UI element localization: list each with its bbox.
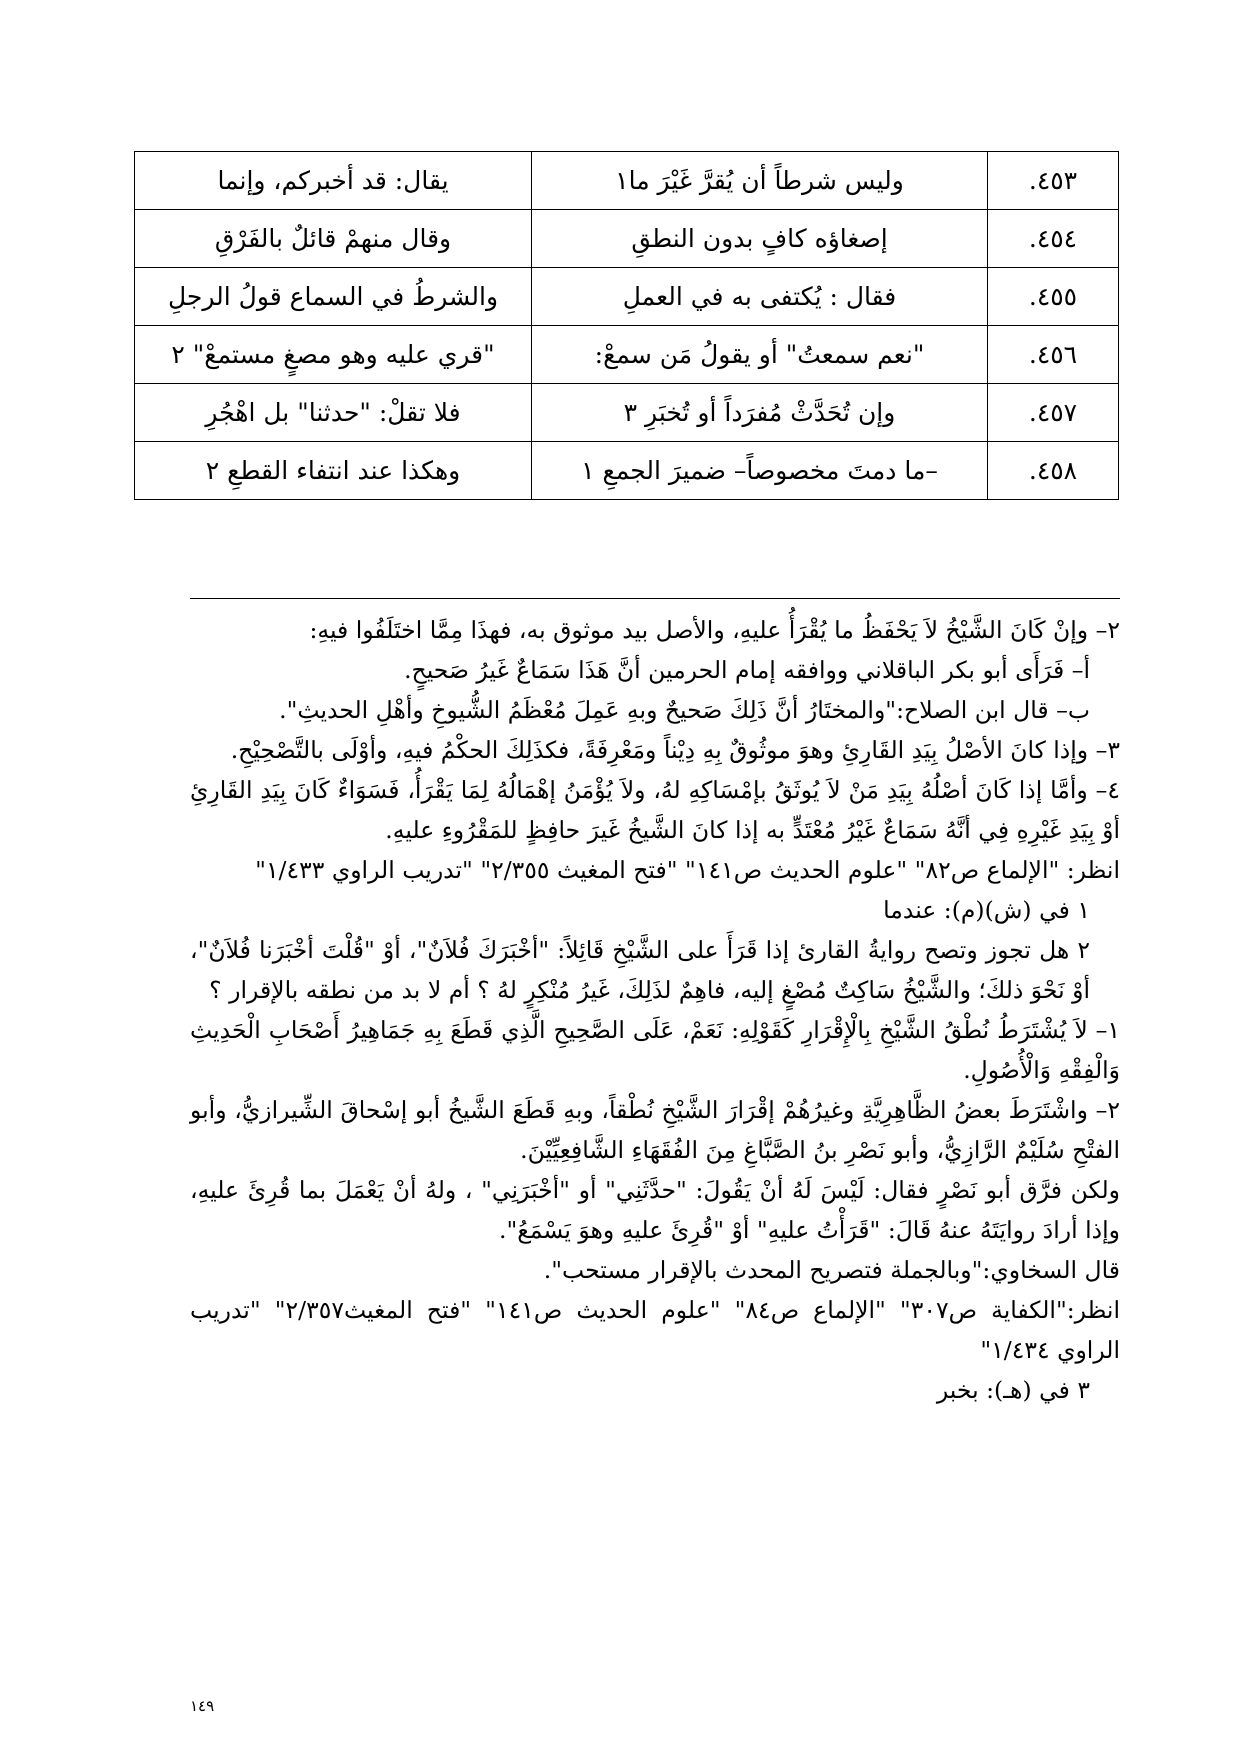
footnote-paragraph: ولكن فرَّق أبو نَصْرٍ فقال: لَيْسَ لَهُ أنْ يَقُولَ: "حدَّثَنِي" أو "أخْبَرَنِي" ، ولهُ أنْ يَعْمَلَ بما قُرِئَ عليهِ، وإذا أرادَ روايَتَهُ عنهُ قَالَ: "قَرَأْتُ عليهِ" أوْ "قُرِئَ عليهِ وهوَ يَسْمَعُ". [190, 1176, 1120, 1244]
verse-second-hemistich: وهكذا عند انتفاء القطعِ ٢ [135, 442, 532, 500]
footnote-paragraph: ٢ هل تجوز وتصح روايةُ القارئ إذا قَرَأَ على الشَّيْخِ قَائِلاً: "أخْبَرَكَ فُلاَنٌ"، أوْ "قُلْتَ أخْبَرَنا فُلاَنٌ"، أوْ نَحْوَ ذلكَ؛ والشَّيْخُ سَاكِتٌ مُصْغٍ إليه، فاهِمٌ لذَلِكَ، غَيرُ مُنْكِرٍ لهُ ؟ أم لا بد من نطقه بالإقرار ؟ [190, 936, 1090, 1004]
verse-first-hemistich: إصغاؤه كافٍ بدون النطقِ [532, 210, 988, 268]
verse-table [134, 151, 1119, 500]
verse-number: ٤٥٨. [988, 442, 1119, 500]
footnote-paragraph: ٤– وأمَّا إذا كَانَ أصْلُهُ بِيَدِ مَنْ لاَ يُوثَقُ بإمْسَاكِهِ لهُ، ولاَ يُؤْمَنُ إهْمَالُهُ لِمَا يَقْرَأُ، فَسَوَاءٌ كَانَ بِيَدِ القَارِئِ أوْ بِيَدِ غَيْرِهِ فِي أنَّهُ سَمَاعٌ غَيْرُ مُعْتَدٍّ به إذا كانَ الشَّيخُ غَيرَ حافِظٍ للمَقْرُوءِ عليهِ. [190, 776, 1120, 844]
verse-number: ٤٥٣. [988, 152, 1119, 210]
page-number: ١٤٩ [190, 1697, 215, 1715]
verse-first-hemistich: "نعم سمعتُ" أو يقولُ مَن سمعْ: [532, 326, 988, 384]
verse-number: ٤٥٤. [988, 210, 1119, 268]
verse-row [135, 210, 1119, 268]
footnote-paragraph: ب– قال ابن الصلاح:"والمختَارُ أنَّ ذَلِكَ صَحيحٌ وبهِ عَمِلَ مُعْظَمُ الشُّيوخِ وأهْلِ الحديثِ". [279, 696, 1090, 724]
verse-first-hemistich: وليس شرطاً أن يُقرَّ غَيْرَ ما١ [532, 152, 988, 210]
verse-number: ٤٥٥. [988, 268, 1119, 326]
footnote-paragraph: ٢– واشْتَرَطَ بعضُ الظَّاهِرِيَّةِ وغيرُهُمْ إقْرَارَ الشَّيْخِ نُطْقاً، وبهِ قَطَعَ الشَّيخُ أبو إسْحاقَ الشِّيرازيُّ، وأبو الفتْحِ سُلَيْمٌ الرَّازِيُّ، وأبو نَصْرِ بنُ الصَّبَّاغِ مِنَ الفُقَهَاءِ الشَّافِعِيِّيْنَ. [190, 1096, 1120, 1164]
verse-second-hemistich: وقال منهمْ قائلٌ بالفَرْقِ [135, 210, 532, 268]
verse-row [135, 152, 1119, 210]
verse-number: ٤٥٦. [988, 326, 1119, 384]
footnote-paragraph: قال السخاوي:"وبالجملة فتصريح المحدث بالإقرار مستحب". [543, 1256, 1120, 1284]
verse-row [135, 442, 1119, 500]
verse-table-body [135, 152, 1119, 500]
footnote-divider [190, 598, 1120, 599]
footnote-paragraph: أ– فَرَأَى أبو بكر الباقلاني ووافقه إمام الحرمين أنَّ هَذَا سَمَاعٌ غَيرُ صَحيحٍ. [404, 656, 1090, 684]
verse-second-hemistich: "قري عليه وهو مصغٍ مستمعْ" ٢ [135, 326, 532, 384]
footnote-paragraph: انظر:"الكفاية ص٣٠٧" "الإلماع ص٨٤" "علوم الحديث ص١٤١" "فتح المغيث٢/٣٥٧" "تدريب الراوي ١/٤٣٤" [190, 1296, 1120, 1364]
verse-first-hemistich: –ما دمتَ مخصوصاً– ضميرَ الجمعِ ١ [532, 442, 988, 500]
footnote-paragraph: ٣– وإذا كانَ الأصْلُ بِيَدِ القَارِئِ وهوَ موثُوقٌ بِهِ دِيْناً ومَعْرِفَةً، فكذَلِكَ الحكْمُ فيهِ، وأوْلَى بالتَّصْحِيْحِ. [230, 736, 1120, 764]
footnote-paragraph: انظر: "الإلماع ص٨٢" "علوم الحديث ص١٤١" "فتح المغيث ٢/٣٥٥" "تدريب الراوي ١/٤٣٣" [255, 856, 1120, 884]
footnote-paragraph: ١– لاَ يُشْتَرَطُ نُطْقُ الشَّيْخِ بِالْإِقْرَارِ كَقَوْلِهِ: نَعَمْ، عَلَى الصَّحِيحِ الَّذِي قَطَعَ بِهِ جَمَاهِيرُ أَصْحَابِ الْحَدِيثِ وَالْفِقْهِ وَالْأُصُولِ. [190, 1016, 1120, 1084]
verse-number: ٤٥٧. [988, 384, 1119, 442]
footnote-paragraph: ٣ في (هـ): بخبر [936, 1376, 1090, 1404]
footnotes [190, 610, 1120, 1410]
verse-second-hemistich: والشرطُ في السماع قولُ الرجلِ [135, 268, 532, 326]
verse-second-hemistich: يقال: قد أخبركم، وإنما [135, 152, 532, 210]
footnote-paragraph: ١ في (ش)(م): عندما [883, 896, 1090, 924]
verse-row [135, 384, 1119, 442]
verse-first-hemistich: فقال : يُكتفى به في العملِ [532, 268, 988, 326]
verse-second-hemistich: فلا تقلْ: "حدثنا" بل اهْجُرِ [135, 384, 532, 442]
verse-first-hemistich: وإن تُحَدَّثْ مُفرَداً أو تُخبَرِ ٣ [532, 384, 988, 442]
verse-row [135, 326, 1119, 384]
verse-row [135, 268, 1119, 326]
footnote-paragraph: ٢– وإنْ كَانَ الشَّيْخُ لاَ يَحْفَظُ ما يُقْرَأُ عليهِ، والأصل بيد موثوق به، فهذَا مِمَّا اختَلَفُوا فيهِ: [309, 616, 1120, 644]
